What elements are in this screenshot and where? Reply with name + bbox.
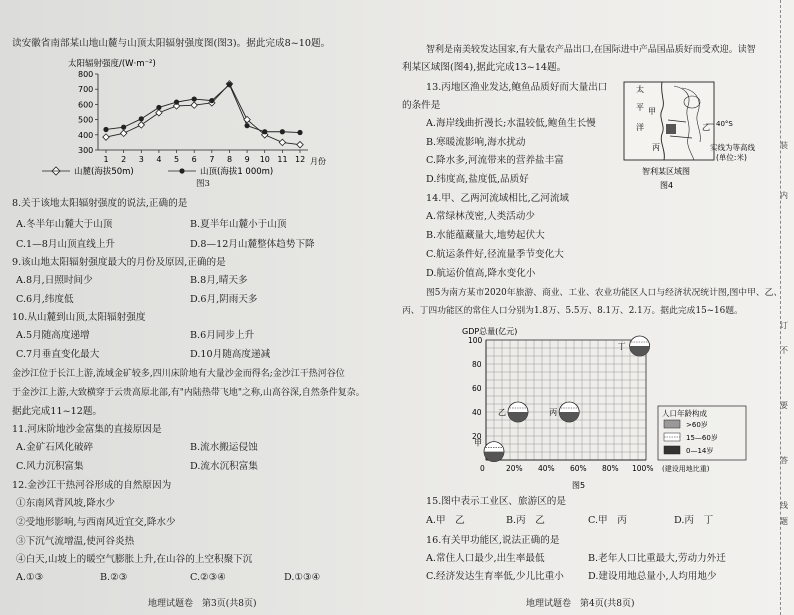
q12-statement-1: ①东南风背风坡,降水少 (16, 498, 115, 509)
series-point-shanding (244, 123, 249, 128)
q13-option-a[interactable]: A.海岸线曲折漫长;水温较低,鲍鱼生长慢 (426, 118, 596, 129)
margin-char: 要 (780, 401, 788, 410)
q12-option-a[interactable]: A.①③ (16, 572, 44, 583)
fig3-xtick-label: 4 (156, 155, 162, 164)
series-point-shanlu (156, 110, 162, 116)
q12-statement-4: ④白天,山坡上的暖空气膨胀上升,在山谷的上空积聚下沉 (16, 554, 253, 565)
map-legend-line2: (单位:米) (716, 153, 747, 162)
series-point-shanlu (279, 139, 285, 145)
q12-statement-3: ③下沉气流增温,使河谷炎热 (16, 536, 135, 547)
fig3-xtick-label: 10 (259, 155, 270, 164)
q13-option-c[interactable]: C.降水多,河流带来的营养盐丰富 (426, 155, 564, 166)
q15-option-d[interactable]: D.丙 丁 (674, 515, 714, 526)
fig3-caption: 图3 (196, 179, 210, 189)
q8-option-a[interactable]: A.冬半年山麓大于山顶 (16, 219, 113, 230)
series-point-shanding (192, 96, 197, 101)
fig5-xtick-0: 0 (480, 464, 485, 473)
fig5-xtick-80: 80% (602, 464, 619, 473)
q10-option-d[interactable]: D.10月随高度递减 (190, 349, 271, 360)
fig3-xtick-label: 5 (174, 155, 180, 164)
series-point-shanding (174, 100, 179, 105)
legend-shanding: 山顶(海拔1 000m) (200, 167, 274, 177)
q15-option-a[interactable]: A.甲 乙 (426, 515, 465, 526)
series-point-shanding (121, 125, 126, 130)
legend-swatch-0-14 (664, 446, 680, 454)
q9-option-c[interactable]: C.6月,纬度低 (16, 294, 74, 305)
series-point-shanlu (138, 122, 144, 128)
figure-3-chart (8, 54, 338, 184)
point-marker-fill (559, 412, 579, 422)
q13-option-d[interactable]: D.纬度高,盐度低,品质好 (426, 174, 529, 185)
q10-option-b[interactable]: B.6月同步上升 (190, 330, 255, 341)
fig3-xtick-label: 3 (138, 155, 144, 164)
intro-13-14-line2: 利某区域图(图4),据此完成13~14题。 (402, 62, 567, 73)
fig3-xtick-label: 1 (103, 155, 109, 164)
fig5-ytick-20: 20 (472, 432, 482, 441)
q8-option-b[interactable]: B.夏半年山麓小于山顶 (190, 219, 287, 230)
figure-4-map (622, 80, 772, 190)
intro-11-12-line1: 金沙江位于长江上游,流域金矿较多,四川床阶地有大量沙金而得名;金沙江干热河谷位 (12, 369, 345, 379)
q11-stem: 11.河床阶地沙金富集的直接原因是 (12, 424, 162, 435)
series-point-shanding (262, 129, 267, 134)
series-point-shanlu (297, 141, 303, 147)
fig5-xtick-60: 60% (570, 464, 587, 473)
intro-11-12-line3: 据此完成11~12题。 (12, 406, 103, 417)
map-label-yi: 乙 (702, 123, 710, 132)
series-point-shanding (280, 129, 285, 134)
fig3-ytick-label: 300 (78, 146, 94, 155)
fig3-ytick-label: 700 (78, 85, 94, 95)
map-label-tai: 太 (636, 85, 644, 94)
margin-char: 内 (780, 191, 788, 200)
q15-option-c[interactable]: C.甲 丙 (588, 515, 627, 526)
lake-shape (666, 124, 676, 134)
margin-char: 订 (780, 321, 788, 330)
fig4-number: 图4 (660, 181, 674, 190)
fig5-xtick-40: 40% (538, 464, 555, 473)
q10-option-c[interactable]: C.7月垂直变化最大 (16, 349, 100, 360)
fig4-caption: 智利某区域图 (642, 167, 690, 176)
q14-option-d[interactable]: D.航运价值高,降水变化小 (426, 268, 536, 279)
map-label-yang: 洋 (636, 123, 644, 132)
intro-15-16-line2: 丙、丁四功能区的常住人口分别为1.8万、5.5万、8.1万、2.1万。据此完成15~16题。 (402, 306, 743, 316)
q13-stem-line1: 13.丙地区渔业发达,鲍鱼品质好而大量出口 (426, 82, 608, 93)
fig3-ylabel: 太阳辐射强度/(W·m⁻²) (68, 59, 156, 69)
q15-option-b[interactable]: B.丙 乙 (506, 515, 545, 526)
q16-option-c[interactable]: C.经济发达生育率低,少儿比重小 (426, 571, 564, 582)
fig5-xaxis-unit: (建设用地比重) (662, 465, 710, 473)
fig3-ytick-label: 600 (78, 100, 94, 110)
q12-statement-2: ②受地形影响,与西南风近宜交,降水少 (16, 517, 176, 528)
intro-11-12-line2: 于金沙江上游,大致横穿于云贵高原北部,有"内陆热带飞地"之称,山高谷深,自然条件复杂。 (12, 388, 365, 398)
q16-stem: 16.有关甲功能区,说法正确的是 (426, 535, 560, 546)
q11-option-a[interactable]: A.金矿石风化破碎 (16, 442, 94, 453)
fig3-ytick-label: 400 (78, 130, 94, 140)
fig3-xtick-label: 8 (226, 155, 233, 164)
legend-swatch-over60 (664, 420, 680, 428)
fig3-xtick-label: 6 (191, 155, 197, 164)
q14-option-c[interactable]: C.航运条件好,径流量季节变化大 (426, 249, 564, 260)
q9-option-d[interactable]: D.6月,阴雨天多 (190, 294, 258, 305)
q14-option-a[interactable]: A.常绿林茂密,人类活动少 (426, 211, 535, 222)
fig5-legend-over60: >60岁 (686, 421, 708, 429)
q16-option-a[interactable]: A.常住人口最少,出生率最低 (426, 553, 545, 564)
q9-option-b[interactable]: B.8月,晴天多 (190, 275, 248, 286)
q8-option-c[interactable]: C.1—8月山顶直线上升 (16, 239, 116, 250)
legend-shanding-marker (179, 168, 184, 173)
point-label: 甲 (474, 438, 482, 448)
fig5-caption: 图5 (572, 481, 586, 490)
map-label-jia: 甲 (648, 107, 656, 116)
series-point-shanding (297, 130, 302, 135)
q15-stem: 15.图中表示工业区、旅游区的是 (426, 496, 566, 507)
series-point-shanlu (191, 102, 197, 108)
intro-8-10: 读安徽省南部某山地山麓与山顶太阳辐射强度图(图3)。据此完成8~10题。 (12, 38, 331, 49)
fig5-legend-15-60: 15—60岁 (686, 434, 718, 442)
fig5-ytick-40: 40 (472, 408, 482, 417)
point-label: 丙 (549, 408, 558, 417)
intro-15-16-line1: 图5为南方某市2020年旅游、商业、工业、农业功能区人口与经济状况统计图,图中甲、乙、 (426, 288, 783, 298)
margin-char: 装 (780, 141, 788, 150)
series-line-shanlu (106, 84, 300, 145)
series-point-shanding (227, 82, 232, 87)
margin-char: 题 (780, 517, 788, 526)
q16-option-d[interactable]: D.建设用地总量小,人均用地少 (588, 571, 717, 582)
fig5-ytick-80: 80 (472, 360, 482, 369)
point-label: 丁 (617, 342, 626, 351)
q13-option-b[interactable]: B.寒暖流影响,海水扰动 (426, 137, 526, 148)
q14-stem: 14.甲、乙两河流域相比,乙河流域 (426, 193, 570, 204)
figure-5-chart (436, 322, 776, 497)
q11-option-d[interactable]: D.流水沉积富集 (190, 461, 258, 472)
q8-stem: 8.关于该地太阳辐射强度的说法,正确的是 (12, 198, 188, 209)
series-point-shanding (103, 127, 108, 132)
q12-option-b[interactable]: B.②③ (100, 572, 128, 583)
fig5-ylabel: GDP总量(亿元) (462, 327, 518, 336)
fig3-ytick-label: 500 (78, 115, 94, 125)
fig3-xtick-label: 7 (209, 155, 215, 164)
point-marker-fill (508, 412, 528, 422)
point-label: 乙 (498, 408, 506, 417)
q12-stem: 12.金沙江干热河谷形成的自然原因为 (12, 480, 172, 491)
q12-option-d[interactable]: D.①③④ (284, 572, 321, 583)
fig3-xtick-label: 9 (244, 155, 250, 164)
map-label-bing: 丙 (652, 143, 660, 152)
series-point-shanlu (103, 134, 109, 140)
q9-option-a[interactable]: A.8月,日照时间少 (16, 275, 93, 286)
series-point-shanlu (120, 130, 126, 136)
q13-stem-line2: 的条件是 (402, 100, 441, 111)
series-line-shanding (106, 85, 300, 133)
point-marker-fill (630, 346, 650, 356)
fig5-xtick-100: 100% (632, 464, 654, 473)
map-label-ping: 平 (636, 103, 644, 112)
page-footer-left: 地理试题卷 第3页(共8页) (148, 599, 257, 609)
margin-char: 答 (780, 456, 788, 465)
fig5-ytick-60: 60 (472, 384, 482, 393)
fig5-xtick-20: 20% (506, 464, 523, 473)
series-point-shanding (209, 98, 214, 103)
intro-13-14-line1: 智利是南美较发达国家,有大量农产品出口,在国际进中产品国品质好而受欢迎。读智 (426, 45, 756, 55)
q8-option-d[interactable]: D.8—12月山麓整体趋势下降 (190, 239, 315, 250)
legend-shanlu: 山麓(海拔50m) (74, 167, 134, 177)
fig5-ytick-100: 100 (468, 336, 483, 345)
map-legend-line1: 实线为等高线 (710, 143, 755, 152)
q16-option-b[interactable]: B.老年人口比重最大,劳动力外迁 (588, 553, 726, 564)
fig3-xtick-label: 11 (277, 155, 288, 164)
fig3-xunit: 月份 (310, 157, 326, 166)
q12-option-c[interactable]: C.②③④ (190, 572, 226, 583)
margin-char: 线 (780, 501, 788, 510)
fig3-xtick-label: 12 (295, 155, 306, 164)
q9-stem: 9.该山地太阳辐射强度最大的月份及原因,正确的是 (12, 257, 226, 268)
q11-option-c[interactable]: C.风力沉积富集 (16, 461, 84, 472)
fig3-ytick-label: 800 (78, 70, 94, 79)
fig3-xtick-label: 2 (121, 155, 127, 164)
fig5-legend-0-14: 0—14岁 (686, 447, 714, 455)
fig5-legend-title: 人口年龄构成 (662, 409, 707, 418)
q10-option-a[interactable]: A.5月随高度递增 (16, 330, 90, 341)
map-latitude: 40°S (716, 120, 733, 128)
q11-option-b[interactable]: B.流水搬运侵蚀 (190, 442, 258, 453)
page-footer-right: 地理试题卷 第4页(共8页) (526, 599, 635, 609)
series-point-shanding (156, 105, 161, 110)
q10-stem: 10.从山麓到山顶,太阳辐射强度 (12, 312, 146, 323)
margin-char: 不 (780, 346, 788, 355)
q14-option-b[interactable]: B.水能蕴藏量大,地势起伏大 (426, 230, 545, 241)
series-point-shanding (139, 116, 144, 121)
